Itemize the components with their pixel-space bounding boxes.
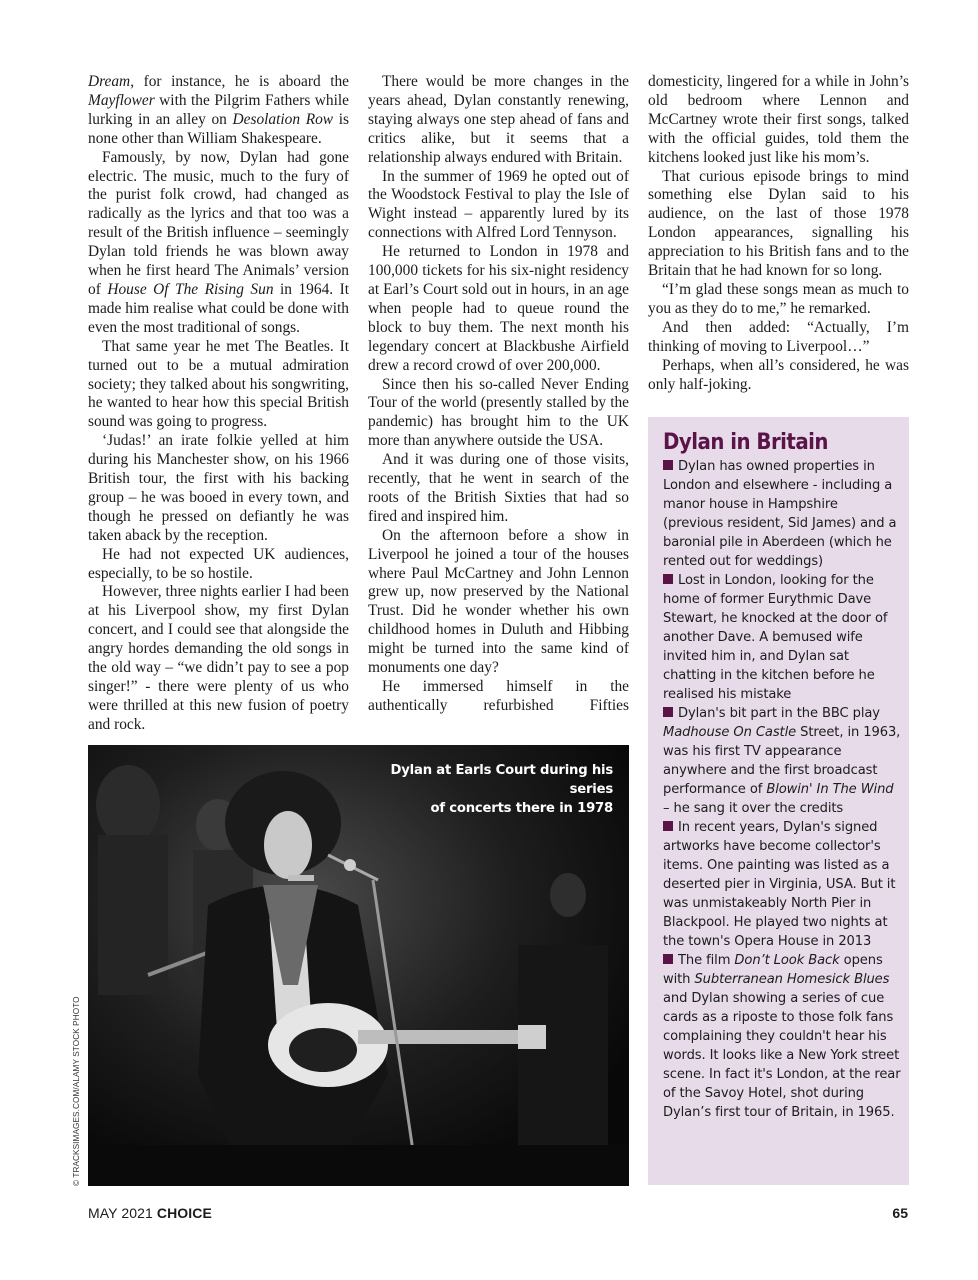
paragraph: He immersed himself in the authentically refurbished Fifties xyxy=(368,678,629,714)
bullet-square-icon xyxy=(663,707,673,717)
paragraph: There would be more changes in the years ahead, Dylan constantly renewing, staying always one step ahead of fans and critics alike, but it seems that a relationship always endured with Britain. xyxy=(368,73,629,166)
paragraph: Famously, by now, Dylan had gone electric. The music, much to the fury of the purist folk crowd, had changed as radically as the lyrics and that too was a result of the British influence – seemingly Dylan told friends he was blown away when he first heard The Animals’ version of House Of The Rising Sun in 1964. It made him realise what could be done with even the most traditional of songs. xyxy=(88,148,350,336)
paragraph: ‘Judas!’ an irate folkie yelled at him during his Manchester show, on his 1966 British tour, the first with his backing group – he was booed in every town, and though he pressed on defiantly he was taken aback by the reception. xyxy=(88,432,349,544)
caption-line: Dylan at Earls Court during his series xyxy=(390,763,613,797)
paragraph: domesticity, lingered for a while in John’s old bedroom where Lennon and McCartney wrote their first songs, talked with the official guides, told them the kitchens looked just like his mom’s. xyxy=(648,73,909,166)
bullet-square-icon xyxy=(663,460,673,470)
paragraph: Dream, for instance, he is aboard the Mayflower with the Pilgrim Fathers while lurking in an alley on Desolation Row is none other than William Shakespeare. xyxy=(88,73,349,147)
sidebar-title: Dylan in Britain xyxy=(663,430,828,455)
paragraph: In the summer of 1969 he opted out of the Woodstock Festival to play the Isle of Wight instead – apparently lured by its connections with Alfred Lord Tennyson. xyxy=(368,167,629,242)
bullet-square-icon xyxy=(663,821,673,831)
sidebar-box xyxy=(648,417,909,1185)
paragraph: He had not expected UK audiences, especially, to be so hostile. xyxy=(88,545,349,582)
article-column-1 xyxy=(88,73,349,735)
concert-photo xyxy=(88,745,629,1186)
photo-credit: © TRACKSIMAGES.COM/ALAMY STOCK PHOTO xyxy=(72,996,81,1186)
sidebar-item: Dylan's bit part in the BBC play Madhouse On Castle Street, in 1963, was his first TV appearance anywhere and the first broadcast performance of Blowin' In The Wind – he sang it over the credits xyxy=(663,706,901,816)
paragraph: “I’m glad these songs mean as much to you as they do to me,” he remarked. xyxy=(648,280,909,317)
photo-caption xyxy=(353,761,613,818)
paragraph: And then added: “Actually, I’m thinking of moving to Liverpool…” xyxy=(648,318,909,355)
paragraph: And it was during one of those visits, recently, that he went in search of the roots of the British Sixties that had so fired and inspired him. xyxy=(368,451,629,525)
paragraph: Since then his so-called Never Ending Tour of the world (presently stalled by the pandemic) has brought him to the UK more than anywhere outside the USA. xyxy=(368,375,629,450)
page-number: 65 xyxy=(892,1205,908,1221)
bullet-square-icon xyxy=(663,954,673,964)
paragraph: Perhaps, when all’s considered, he was only half-joking. xyxy=(648,356,909,393)
sidebar-item: In recent years, Dylan's signed artworks have become collector's items. One painting was listed as a deserted pier in Virginia, USA. But it was unmistakeably North Pier in Blackpool. He played two nights at the town's Opera House in 2013 xyxy=(663,820,896,949)
article-column-3 xyxy=(648,73,909,394)
sidebar-body xyxy=(663,457,901,1122)
paragraph: That curious episode brings to mind something else Dylan said to his audience, on the last of those 1978 London appearances, signalling his appreciation to his British fans and to the Britain that he had known for so long. xyxy=(648,167,909,280)
caption-line: of concerts there in 1978 xyxy=(430,801,613,816)
sidebar-item: Lost in London, looking for the home of former Eurythmic Dave Stewart, he knocked at the door of another Dave. A bemused wife invited him in, and Dylan sat chatting in the kitchen before he realised his mistake xyxy=(663,573,888,702)
sidebar-item: Dylan has owned properties in London and elsewhere - including a manor house in Hampshire (previous resident, Sid James) and a baronial pile in Aberdeen (which he rented out for weddings) xyxy=(663,459,897,569)
paragraph: That same year he met The Beatles. It turned out to be a mutual admiration society; they talked about his songwriting, he wanted to hear how this special British sound was going to progress. xyxy=(88,337,349,431)
paragraph: On the afternoon before a show in Liverpool he joined a tour of the houses where Paul McCartney and John Lennon grew up, now preserved by the National Trust. Did he wonder whether his own childhood homes in Duluth and Hibbing might be turned into the same kind of monuments one day? xyxy=(368,526,629,677)
bullet-square-icon xyxy=(663,574,673,584)
article-column-2 xyxy=(368,73,629,716)
paragraph: He returned to London in 1978 and 100,000 tickets for his six-night residency at Earl’s Court sold out in hours, in an age when people had to queue round the block to buy them. The next month his legendary concert at Blackbushe Airfield drew a record crowd of over 200,000. xyxy=(368,243,629,374)
sidebar-item: The film Don’t Look Back opens with Subterranean Homesick Blues and Dylan showing a series of cue cards as a riposte to those folk fans complaining they couldn't hear his words. It looks like a New York street scene. In fact it's London, at the rear of the Savoy Hotel, shot during Dylan’s first tour of Britain, in 1965. xyxy=(663,953,901,1120)
footer-issue: MAY 2021 CHOICE xyxy=(88,1205,212,1221)
paragraph: However, three nights earlier I had been at his Liverpool show, my first Dylan concert, and I could see that alongside the angry hordes demanding the old songs in the old way – “we didn’t pay to see a pop singer!” - there were plenty of us who were thrilled at this new fusion of poetry and rock. xyxy=(88,583,349,733)
